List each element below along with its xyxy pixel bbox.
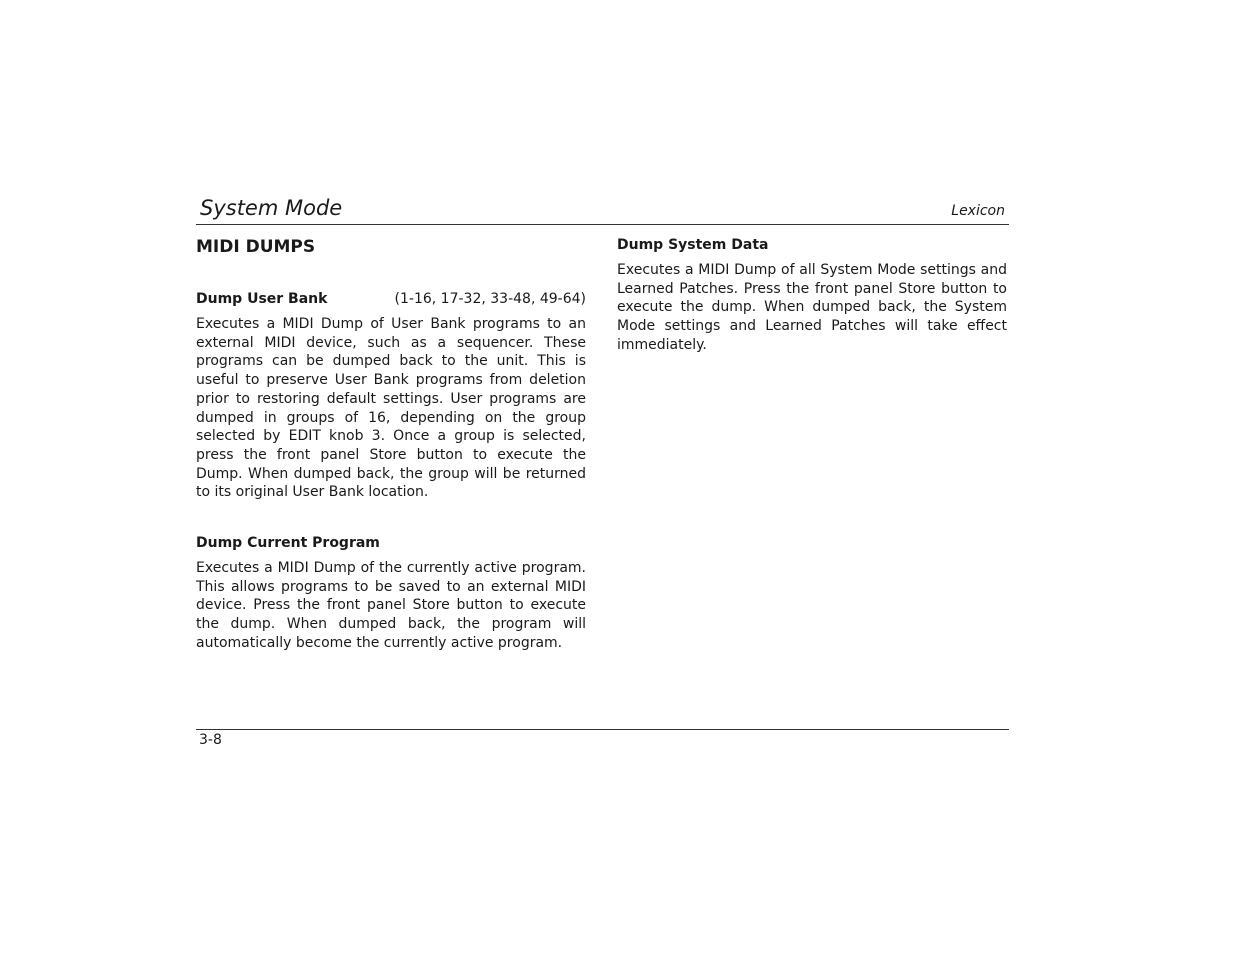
subheading-label: Dump User Bank: [196, 291, 328, 307]
left-column: [196, 236, 586, 653]
subheading-dump-user-bank: [196, 290, 586, 309]
subheading-dump-current-program: [196, 534, 586, 553]
header-divider: [196, 224, 1009, 225]
section-heading-midi-dumps: MIDI DUMPS: [196, 237, 316, 257]
section-dump-user-bank: [196, 290, 586, 502]
paragraph-dump-current-program: Executes a MIDI Dump of the currently active program. This allows programs to be saved to an external MIDI device. Press the front panel Store button to execute the dump. When dumped back, the program will automatically become the currently active program.: [196, 560, 586, 651]
subheading-dump-system-data: [617, 236, 1007, 255]
footer-divider: [196, 729, 1009, 730]
page-header-title: System Mode: [200, 196, 343, 220]
paragraph-dump-system-data: Executes a MIDI Dump of all System Mode settings and Learned Patches. Press the front panel Store button to execute the dump. When dumped back, the System Mode settings and Learned Patches will take effect immediately.: [617, 262, 1007, 353]
page-header-brand: Lexicon: [951, 203, 1005, 219]
bank-range: (1-16, 17-32, 33-48, 49-64): [394, 291, 586, 307]
subheading-label: Dump System Data: [617, 237, 769, 253]
section-dump-system-data: [617, 236, 1007, 355]
paragraph-dump-user-bank: Executes a MIDI Dump of User Bank programs to an external MIDI device, such as a sequencer. These programs can be dumped back to the unit. This is useful to preserve User Bank programs from deletion prior to restoring default settings. User programs are dumped in groups of 16, depending on the group selected by EDIT knob 3. Once a group is selected, press the front panel Store button to execute the Dump. When dumped back, the group will be returned to its original User Bank location.: [196, 316, 586, 501]
page-number: 3-8: [199, 732, 222, 748]
section-dump-current-program: [196, 534, 586, 653]
right-column: [617, 236, 1007, 355]
subheading-label: Dump Current Program: [196, 535, 380, 552]
